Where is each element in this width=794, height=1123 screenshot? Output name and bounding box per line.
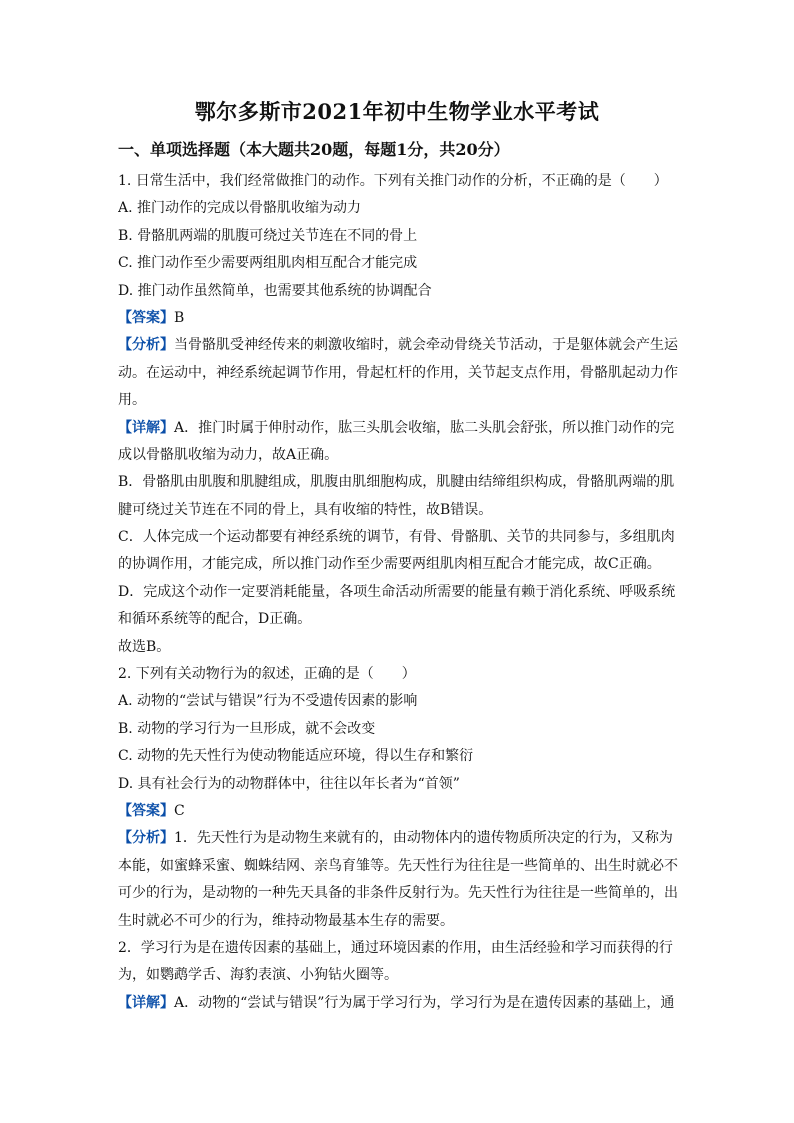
option-b: B. 动物的学习行为一旦形成，就不会改变 bbox=[118, 720, 376, 737]
analysis-text: 当骨骼肌受神经传来的刺激收缩时，就会牵动骨绕关节活动，于是躯体就会产生运 bbox=[174, 337, 678, 354]
option-c: C. 动物的先天性行为使动物能适应环境，得以生存和繁衍 bbox=[118, 748, 474, 765]
option-c: C. 推门动作至少需要两组肌肉相互配合才能完成 bbox=[118, 255, 418, 272]
analysis-line: 动。在运动中，神经系统起调节作用，骨起杠杆的作用，关节起支点作用，骨骼肌起动力作 bbox=[118, 364, 678, 381]
answer-line bbox=[118, 798, 680, 825]
detail-text: A．推门时属于伸肘动作，肱三头肌会收缩，肱二头肌会舒张，所以推门动作的完 bbox=[174, 419, 675, 436]
answer-tag: 【答案】 bbox=[118, 309, 174, 326]
analysis-line bbox=[118, 332, 680, 359]
page-title: 鄂尔多斯市2021年初中生物学业水平考试 bbox=[194, 99, 600, 124]
detail-line: 故选B。 bbox=[118, 638, 171, 655]
answer-tag: 【答案】 bbox=[118, 802, 174, 819]
detail-line: 腱可绕过关节连在不同的骨上，具有收缩的特性，故B错误。 bbox=[118, 501, 493, 518]
detail-text: A．动物的“尝试与错误”行为属于学习行为，学习行为是在遗传因素的基础上，通 bbox=[174, 994, 675, 1011]
analysis-line: 用。 bbox=[118, 392, 146, 409]
detail-line: B．骨骼肌由肌腹和肌腱组成，肌腹由肌细胞构成，肌腱由结缔组织构成，骨骼肌两端的肌 bbox=[118, 474, 675, 491]
analysis-line bbox=[118, 825, 680, 852]
detail-tag: 【详解】 bbox=[118, 994, 174, 1011]
question-content bbox=[118, 168, 680, 1017]
analysis-text: 1．先天性行为是动物生来就有的，由动物体内的遗传物质所决定的行为，又称为 bbox=[174, 830, 673, 847]
detail-line: 和循环系统等的配合，D正确。 bbox=[118, 611, 312, 628]
detail-line: C．人体完成一个运动都要有神经系统的调节，有骨、骨骼肌、关节的共同参与，多组肌肉 bbox=[118, 529, 675, 546]
analysis-line: 生时就必不可少的行为，维持动物最基本生存的需要。 bbox=[118, 912, 454, 929]
option-a: A. 推门动作的完成以骨骼肌收缩为动力 bbox=[118, 200, 362, 217]
answer-value: C bbox=[174, 802, 185, 819]
answer-line bbox=[118, 305, 680, 332]
option-d: D. 具有社会行为的动物群体中，往往以年长者为“首领” bbox=[118, 775, 460, 792]
detail-line: D．完成这个动作一定要消耗能量，各项生命活动所需要的能量有赖于消化系统、呼吸系统 bbox=[118, 583, 676, 600]
analysis-line: 可少的行为，是动物的一种先天具备的非条件反射行为。先天性行为往往是一些简单的，出 bbox=[118, 885, 678, 902]
question-stem: 2. 下列有关动物行为的叙述，正确的是（ ） bbox=[118, 666, 416, 683]
option-a: A. 动物的“尝试与错误”行为不受遗传因素的影响 bbox=[118, 693, 418, 710]
analysis-line: 本能，如蜜蜂采蜜、蜘蛛结网、亲鸟育雏等。先天性行为往往是一些简单的、出生时就必不 bbox=[118, 857, 678, 874]
answer-value: B bbox=[174, 309, 185, 326]
detail-line bbox=[118, 990, 680, 1017]
detail-line: 成以骨骼肌收缩为动力，故A正确。 bbox=[118, 446, 339, 463]
detail-line bbox=[118, 415, 680, 442]
question-stem: 1. 日常生活中，我们经常做推门的动作。下列有关推门动作的分析，不正确的是（ ） bbox=[118, 173, 668, 189]
section-heading: 一、单项选择题（本大题共20题，每题1分，共20分） bbox=[118, 140, 510, 159]
option-b: B. 骨骼肌两端的肌腹可绕过关节连在不同的骨上 bbox=[118, 227, 418, 244]
analysis-line: 2．学习行为是在遗传因素的基础上，通过环境因素的作用，由生活经验和学习而获得的行 bbox=[118, 939, 673, 956]
detail-line: 的协调作用，才能完成，所以推门动作至少需要两组肌肉相互配合才能完成，故C正确。 bbox=[118, 556, 661, 573]
analysis-tag: 【分析】 bbox=[118, 830, 174, 847]
analysis-line: 为，如鹦鹉学舌、海豹表演、小狗钻火圈等。 bbox=[118, 967, 398, 984]
detail-tag: 【详解】 bbox=[118, 419, 174, 436]
analysis-tag: 【分析】 bbox=[118, 337, 174, 354]
option-d: D. 推门动作虽然简单，也需要其他系统的协调配合 bbox=[118, 282, 432, 299]
